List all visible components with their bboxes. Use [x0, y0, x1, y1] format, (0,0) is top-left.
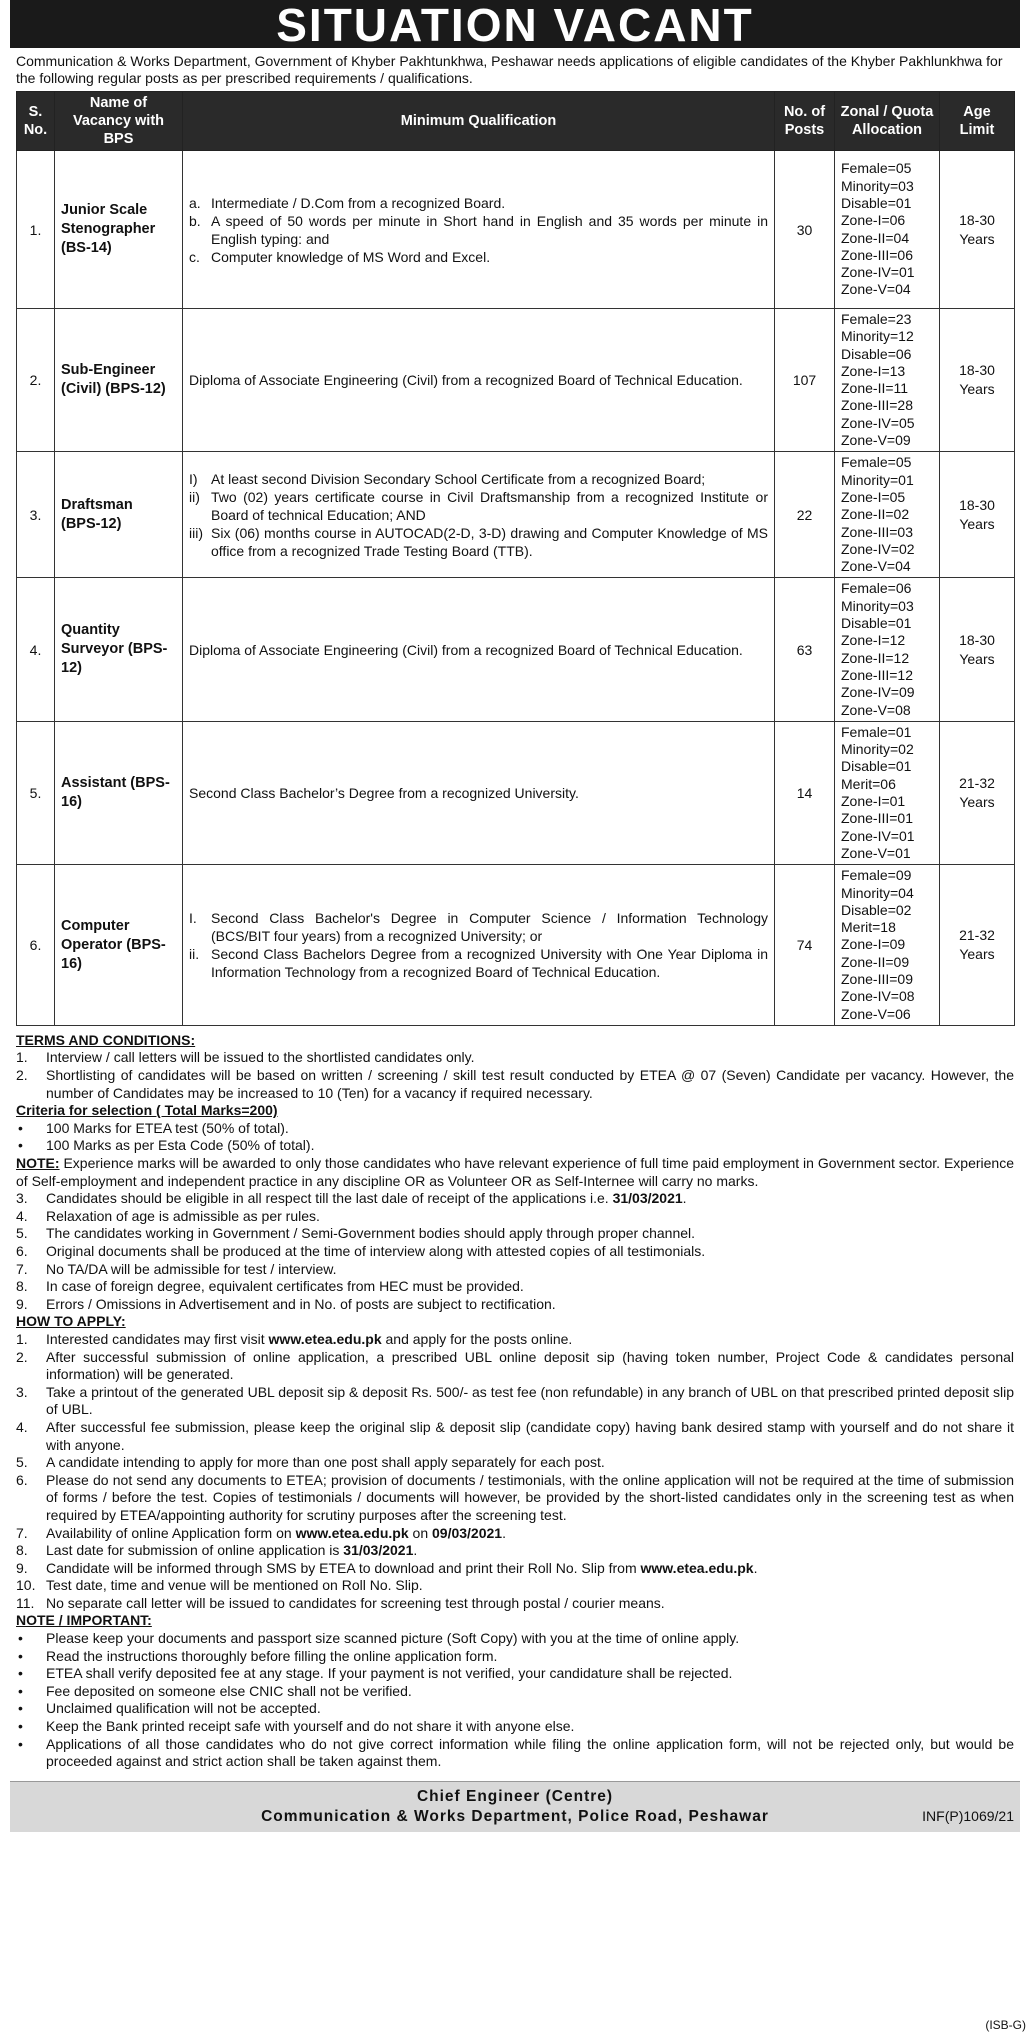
important-item	[16, 1648, 1014, 1666]
row-quota: Female=05 Minority=03 Disable=01 Zone-I=06 Zone-II=04 Zone-III=06 Zone-IV=01 Zone-V=04	[835, 151, 940, 309]
term-item	[16, 1243, 1014, 1261]
table-row	[17, 721, 1015, 864]
item-bold: 31/03/2021	[343, 1542, 414, 1559]
row-posts: 14	[775, 721, 835, 864]
row-quota: Female=01 Minority=02 Disable=01 Merit=06 Zone-I=01 Zone-III=01 Zone-IV=01 Zone-V=01	[835, 721, 940, 864]
vacancy-table	[16, 91, 1015, 1026]
qualification-item	[189, 194, 768, 212]
department-address: Communication & Works Department, Police Road, Peshawar	[261, 1807, 769, 1825]
item-text-end: .	[682, 1190, 687, 1207]
qualification-text: Diploma of Associate Engineering (Civil) from a recognized Board of Technical Education.	[189, 641, 743, 658]
item-text: No separate call letter will be issued to candidates for screening test through postal / courier means.	[46, 1594, 665, 1611]
qualification-text: A speed of 50 words per minute in Short hand in English and 35 words per minute in English typing: and	[211, 212, 768, 247]
row-qualification	[183, 721, 775, 864]
item-bold: www.etea.edu.pk	[268, 1330, 382, 1347]
row-qualification	[183, 309, 775, 452]
item-text: Last date for submission of online application is	[46, 1542, 344, 1559]
qualification-item	[189, 945, 768, 981]
important-item	[16, 1736, 1014, 1771]
qualification-text: Two (02) years certificate course in Civil Draftsmanship from a recognized Institute or Board of technical Education; AND	[211, 488, 768, 523]
criteria-list	[16, 1120, 1014, 1155]
row-post-name: Junior Scale Stenographer (BS-14)	[55, 151, 183, 309]
qualification-text: Second Class Bachelors Degree from a recognized University with One Year Diploma in Information Technology from a recognized Board of Technical Education.	[211, 946, 768, 981]
row-posts: 74	[775, 865, 835, 1026]
important-heading: NOTE / IMPORTANT:	[16, 1612, 152, 1629]
qualification-item	[189, 248, 768, 266]
inf-code: INF(P)1069/21	[922, 1807, 1014, 1824]
term-item	[16, 1208, 1014, 1226]
bullet-icon: •	[18, 1119, 23, 1136]
qualification-marker: a.	[189, 194, 201, 211]
item-bold: 09/03/2021	[432, 1524, 503, 1541]
row-sno: 5.	[17, 721, 55, 864]
bullet-icon: •	[18, 1718, 23, 1735]
item-text: Candidate will be informed through SMS by ETEA to download and print their Roll No. Slip from	[46, 1559, 641, 1576]
note-text: Experience marks will be awarded to only those candidates who have relevant experience of full time paid employment in Government sector. Experience of Self-employment and independent practice in any discipline OR as Volunteer OR as Self-Internee will carry no marks.	[16, 1155, 1014, 1189]
bullet-text: 100 Marks as per Esta Code (50% of total).	[46, 1137, 315, 1154]
important-item	[16, 1700, 1014, 1718]
item-text: Interested candidates may first visit	[46, 1330, 269, 1347]
terms-heading: TERMS AND CONDITIONS:	[16, 1031, 196, 1048]
qualification-item	[189, 371, 768, 389]
how-to-apply-heading: HOW TO APPLY:	[16, 1313, 126, 1330]
item-text: The candidates working in Government / Semi-Government bodies should apply through proper channel.	[46, 1225, 696, 1242]
row-quota: Female=23 Minority=12 Disable=06 Zone-I=13 Zone-II=11 Zone-III=28 Zone-IV=05 Zone-V=09	[835, 309, 940, 452]
bullet-icon: •	[18, 1682, 23, 1699]
item-number: 4.	[16, 1207, 28, 1224]
note-label: NOTE:	[16, 1155, 60, 1172]
row-qualification	[183, 151, 775, 309]
row-quota: Female=09 Minority=04 Disable=02 Merit=18 Zone-I=09 Zone-II=09 Zone-III=09 Zone-IV=08 Zone-V=06	[835, 865, 940, 1026]
how-item	[16, 1349, 1014, 1384]
item-number: 9.	[16, 1559, 28, 1576]
qualification-item	[189, 524, 768, 560]
table-row	[17, 452, 1015, 578]
qualification-item	[189, 909, 768, 945]
item-text: Shortlisting of candidates will be based on written / screening / skill test result conducted by ETEA @ 07 (Seven) Candidate per vacancy. However, the number of Candidates may be increased to 10 (Ten) for a vacancy if required necessary.	[46, 1067, 1014, 1101]
how-item	[16, 1419, 1014, 1454]
item-text: Interview / call letters will be issued to the shortlisted candidates only.	[46, 1049, 475, 1066]
terms-list-b	[16, 1190, 1014, 1313]
row-qualification	[183, 865, 775, 1026]
qualification-item	[189, 784, 768, 802]
row-qualification	[183, 578, 775, 721]
qualification-marker: iii)	[189, 524, 203, 541]
item-text: No TA/DA will be admissible for test / interview.	[46, 1260, 337, 1277]
bullet-text: Read the instructions thoroughly before filling the online application form.	[46, 1647, 498, 1664]
important-item	[16, 1683, 1014, 1701]
item-text-end: .	[413, 1542, 418, 1559]
item-text: After successful submission of online application, a prescribed UBL online deposit sip (having token number, Project Code & candidates personal information) will be generated.	[46, 1348, 1014, 1383]
item-text: Relaxation of age is admissible as per rules.	[46, 1207, 320, 1224]
how-item	[16, 1454, 1014, 1472]
col-qualification: Minimum Qualification	[183, 92, 775, 151]
qualification-item	[189, 488, 768, 524]
qualification-marker: ii)	[189, 488, 200, 505]
how-item	[16, 1595, 1014, 1613]
item-text: Take a printout of the generated UBL deposit sip & deposit Rs. 500/- as test fee (non refundable) in any branch of UBL on that prescribed printed deposit slip of UBL.	[46, 1383, 1014, 1418]
how-item	[16, 1542, 1014, 1560]
qualification-item	[189, 212, 768, 248]
qualification-marker: I)	[189, 470, 198, 487]
bullet-text: Applications of all those candidates who do not give correct information while filing the online application form, will not be rejected only, but would be proceeded against and strict action shall be taken against them.	[46, 1735, 1014, 1770]
table-row	[17, 151, 1015, 309]
how-item	[16, 1560, 1014, 1578]
bullet-icon: •	[18, 1647, 23, 1664]
item-number: 4.	[16, 1418, 28, 1435]
col-name: Name of Vacancy with BPS	[55, 92, 183, 151]
col-age: Age Limit	[940, 92, 1015, 151]
col-quota: Zonal / Quota Allocation	[835, 92, 940, 151]
signatory-title: Chief Engineer (Centre)	[416, 1787, 614, 1805]
item-number: 7.	[16, 1524, 28, 1541]
qualification-marker: I.	[189, 910, 197, 927]
qualification-marker: b.	[189, 212, 201, 229]
item-number: 8.	[16, 1542, 28, 1559]
item-number: 8.	[16, 1278, 28, 1295]
important-item	[16, 1718, 1014, 1736]
row-quota: Female=06 Minority=03 Disable=01 Zone-I=12 Zone-II=12 Zone-III=12 Zone-IV=09 Zone-V=08	[835, 578, 940, 721]
term-item	[16, 1049, 1014, 1067]
experience-note	[16, 1155, 1014, 1190]
item-number: 1.	[16, 1330, 28, 1347]
item-number: 10.	[16, 1577, 36, 1594]
bullet-text: 100 Marks for ETEA test (50% of total).	[46, 1119, 289, 1136]
terms-list-a	[16, 1049, 1014, 1102]
how-item	[16, 1331, 1014, 1349]
term-item	[16, 1296, 1014, 1314]
item-number: 3.	[16, 1383, 28, 1400]
term-item	[16, 1278, 1014, 1296]
item-text: After successful fee submission, please keep the original slip & deposit slip (candidate copy) having bank desired stamp with yourself and do not share it with anyone.	[46, 1418, 1014, 1453]
row-sno: 6.	[17, 865, 55, 1026]
item-number: 6.	[16, 1471, 28, 1488]
row-post-name: Assistant (BPS-16)	[55, 721, 183, 864]
item-number: 5.	[16, 1454, 28, 1471]
row-age: 18-30 Years	[940, 151, 1015, 309]
item-number: 1.	[16, 1049, 28, 1066]
row-sno: 4.	[17, 578, 55, 721]
criteria-item	[16, 1120, 1014, 1138]
table-header-row	[17, 92, 1015, 151]
row-posts: 63	[775, 578, 835, 721]
term-item	[16, 1067, 1014, 1102]
term-item	[16, 1190, 1014, 1208]
col-posts: No. of Posts	[775, 92, 835, 151]
row-post-name: Draftsman (BPS-12)	[55, 452, 183, 578]
item-text: Candidates should be eligible in all respect till the last dale of receipt of the applications i.e.	[46, 1190, 609, 1207]
item-text-end: .	[753, 1559, 758, 1576]
row-qualification	[183, 452, 775, 578]
bullet-icon: •	[18, 1630, 23, 1647]
terms-section	[16, 1032, 1014, 1771]
item-text: Please do not send any documents to ETEA; provision of documents / testimonials, with the online application will not be required at the time of submission of forms / before the test. Copies of testimonials / documents will however, be provided by the short-listed candidates only in the screening test as when required by ETEA/appointing authority for scrutiny purposes after the screening test.	[46, 1471, 1014, 1523]
qualification-text: Intermediate / D.Com from a recognized Board.	[211, 194, 506, 211]
important-item	[16, 1630, 1014, 1648]
term-item	[16, 1225, 1014, 1243]
item-number: 11.	[16, 1594, 35, 1611]
row-sno: 3.	[17, 452, 55, 578]
criteria-item	[16, 1137, 1014, 1155]
item-text-end: and apply for the posts online.	[381, 1330, 573, 1347]
bullet-text: Unclaimed qualification will not be accepted.	[46, 1700, 321, 1717]
item-number: 9.	[16, 1295, 28, 1312]
bullet-icon: •	[18, 1700, 23, 1717]
row-sno: 2.	[17, 309, 55, 452]
item-bold: www.etea.edu.pk	[295, 1524, 409, 1541]
qualification-text: Second Class Bachelor's Degree in Computer Science / Information Technology (BCS/BIT four years) from a recognized University; or	[211, 910, 768, 945]
item-number: 3.	[16, 1190, 28, 1207]
qualification-marker: c.	[189, 248, 200, 265]
item-text-end: .	[502, 1524, 506, 1541]
row-post-name: Sub-Engineer (Civil) (BPS-12)	[55, 309, 183, 452]
intro-text: Communication & Works Department, Government of Khyber Pakhtunkhwa, Peshawar needs applications of eligible candidates of the Khyber Pakhlunkhwa for the following regular posts as per prescribed requirements / qualifications.	[16, 53, 1003, 86]
row-posts: 22	[775, 452, 835, 578]
item-text: Availability of online Application form on	[46, 1524, 296, 1541]
isb-code: (ISB-G)	[985, 2018, 1026, 2032]
qualification-text: Diploma of Associate Engineering (Civil) from a recognized Board of Technical Education.	[189, 372, 743, 389]
table-body	[17, 151, 1015, 1026]
item-text: Test date, time and venue will be mentioned on Roll No. Slip.	[46, 1577, 423, 1594]
item-bold: 31/03/2021	[608, 1190, 683, 1207]
row-age: 18-30 Years	[940, 452, 1015, 578]
row-quota: Female=05 Minority=01 Zone-I=05 Zone-II=02 Zone-III=03 Zone-IV=02 Zone-V=04	[835, 452, 940, 578]
qualification-list	[189, 470, 768, 560]
qualification-text: Six (06) months course in AUTOCAD(2-D, 3-D) drawing and Computer Knowledge of MS office from a recognized Trade Testing Board (TTB).	[211, 524, 768, 559]
qualification-list	[189, 909, 768, 981]
bullet-icon: •	[18, 1137, 23, 1154]
how-item	[16, 1384, 1014, 1419]
row-sno: 1.	[17, 151, 55, 309]
table-row	[17, 309, 1015, 452]
bullet-text: Keep the Bank printed receipt safe with yourself and do not share it with anyone else.	[46, 1718, 575, 1735]
qualification-text: Computer knowledge of MS Word and Excel.	[211, 248, 491, 265]
row-post-name: Computer Operator (BPS-16)	[55, 865, 183, 1026]
qualification-list	[189, 641, 768, 659]
how-to-apply-list	[16, 1331, 1014, 1613]
how-item	[16, 1577, 1014, 1595]
item-bold: www.etea.edu.pk	[640, 1559, 754, 1576]
advertisement-page	[10, 0, 1020, 1832]
important-list	[16, 1630, 1014, 1771]
item-text: In case of foreign degree, equivalent certificates from HEC must be provided.	[46, 1278, 524, 1295]
qualification-text: Second Class Bachelor’s Degree from a recognized University.	[189, 785, 579, 802]
row-posts: 30	[775, 151, 835, 309]
col-sno: S. No.	[17, 92, 55, 151]
item-text-end: on	[408, 1524, 432, 1541]
qualification-text: At least second Division Secondary School Certificate from a recognized Board;	[211, 470, 706, 487]
how-item	[16, 1525, 1014, 1543]
row-age: 18-30 Years	[940, 309, 1015, 452]
bullet-icon: •	[18, 1665, 23, 1682]
item-number: 7.	[16, 1260, 28, 1277]
table-row	[17, 578, 1015, 721]
qualification-marker: ii.	[189, 946, 200, 963]
row-age: 18-30 Years	[940, 578, 1015, 721]
bullet-text: ETEA shall verify deposited fee at any stage. If your payment is not verified, your candidature shall be rejected.	[46, 1665, 733, 1682]
item-number: 2.	[16, 1067, 28, 1084]
criteria-heading: Criteria for selection ( Total Marks=200)	[16, 1102, 278, 1119]
bullet-text: Please keep your documents and passport size scanned picture (Soft Copy) with you at the time of online apply.	[46, 1630, 740, 1647]
how-item	[16, 1472, 1014, 1525]
qualification-list	[189, 784, 768, 802]
item-text: A candidate intending to apply for more than one post shall apply separately for each post.	[46, 1454, 605, 1471]
row-post-name: Quantity Surveyor (BPS-12)	[55, 578, 183, 721]
table-row	[17, 865, 1015, 1026]
term-item	[16, 1261, 1014, 1279]
bullet-text: Fee deposited on someone else CNIC shall not be verified.	[46, 1682, 412, 1699]
item-text: Original documents shall be produced at the time of interview along with attested copies of all testimonials.	[46, 1243, 706, 1259]
footer	[10, 1781, 1020, 1832]
item-number: 6.	[16, 1243, 28, 1259]
important-item	[16, 1665, 1014, 1683]
page-title: SITUATION VACANT	[10, 0, 1020, 48]
row-age: 21-32 Years	[940, 865, 1015, 1026]
item-number: 2.	[16, 1348, 28, 1365]
qualification-item	[189, 641, 768, 659]
qualification-list	[189, 371, 768, 389]
item-number: 5.	[16, 1225, 28, 1242]
row-posts: 107	[775, 309, 835, 452]
row-age: 21-32 Years	[940, 721, 1015, 864]
item-text: Errors / Omissions in Advertisement and in No. of posts are subject to rectification.	[46, 1295, 556, 1312]
qualification-item	[189, 470, 768, 488]
qualification-list	[189, 194, 768, 266]
bullet-icon: •	[18, 1735, 23, 1752]
